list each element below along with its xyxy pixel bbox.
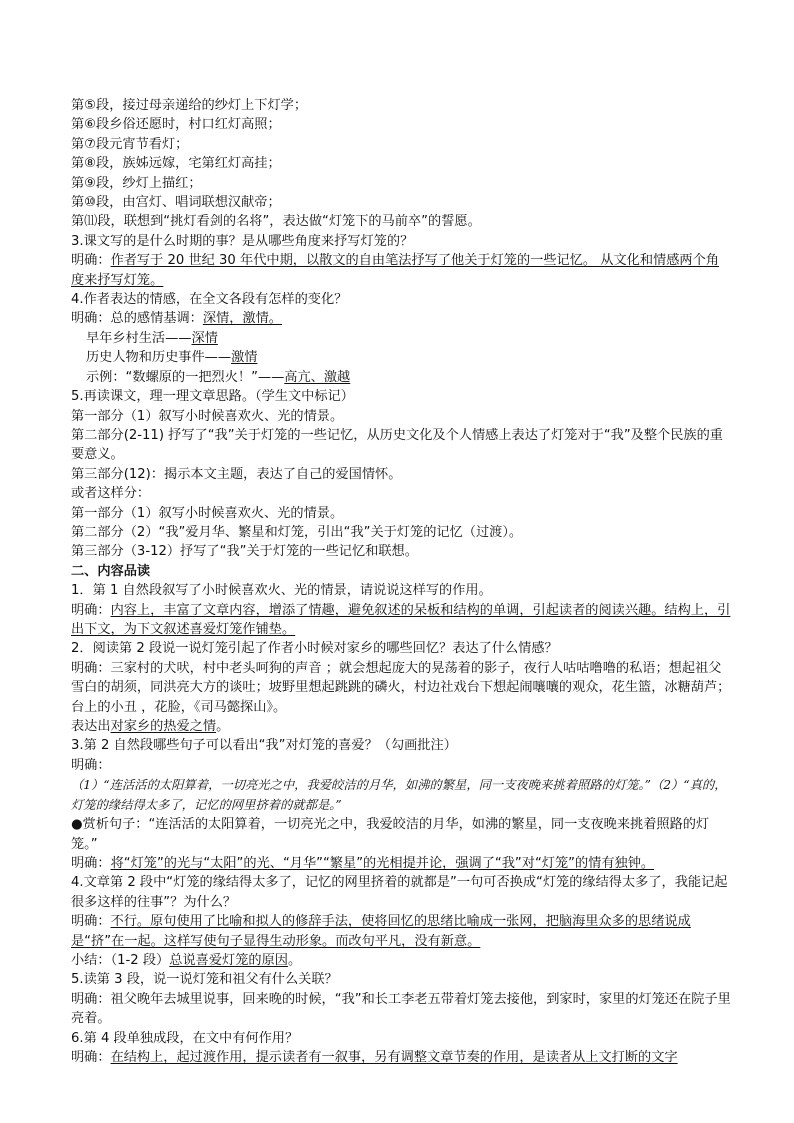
question-heading: 5.再读课文，理一理文章思路。（学生文中标记） (71, 389, 354, 405)
answer-paragraph: 明确：三家村的犬吠，村中老头呵狗的声音 ；就会想起庞大的晃荡着的影子，夜行人咕咕噜噜的私语；想起祖父雪白的胡须，同洪亮大方的谈吐；坡野里想起跳跳的磷火，村边社戏台下想起闹嚷嚷的观众，花生篮，冰糖葫芦；台上的小丑 ，花脸，《司马懿探山》。 (71, 660, 731, 715)
quoted-sentences: （1）“连活活的太阳算着，一切亮光之中，我爱皎洁的月华，如沸的繁星，同一支夜晚来挑着照路的灯笼。”（2）“真的，灯笼的缘结得太多了，记忆的网里挤着的就都是。” (71, 778, 727, 813)
structure-alt-label: 或者这样分： (71, 486, 151, 502)
emotion-tone: 深情，激情。 (202, 311, 282, 327)
appreciation-item: ●赏析句子：“连活活的太阳算着，一切亮光之中，我爱皎洁的月华，如沸的繁星，同一支夜晚来挑着照路的灯笼。” (71, 817, 710, 852)
text-line: 第⑾段，联想到“挑灯看剑的名将”，表达做“灯笼下的马前卒”的誓愿。 (71, 214, 481, 230)
answer-paragraph: 明确：将“灯笼”的光与“太阳”的光、“月华”“繁星”的光相提并论，强调了“我”对“灯笼”的情有独钟。 (71, 856, 655, 872)
text-line: 第⑦段元宵节看灯； (71, 136, 189, 152)
question-heading: 3.第 2 自然段哪些句子可以看出“我”对灯笼的喜爱？（勾画批注） (71, 738, 457, 754)
structure-part: 第三部分（3-12）抒写了“我”关于灯笼的一些记忆和联想。 (71, 544, 418, 560)
text-line: 第⑤段，接过母亲递给的纱灯上下灯学； (71, 98, 308, 113)
question-heading: 2．阅读第 2 段说一说灯笼引起了作者小时候对家乡的哪些回忆？表达了什么情感？ (71, 641, 558, 657)
question-heading: 5.读第 3 段，说一说灯笼和祖父有什么关联？ (71, 972, 338, 988)
section-heading: 二、内容品读 (71, 563, 151, 579)
question-heading: 3.课文写的是什么时期的事？是从哪些角度来抒写灯笼的？ (71, 233, 414, 249)
answer-prefix: 明确：总的感情基调： (71, 311, 203, 327)
answer-paragraph: 明确：不行。原句使用了比喻和拟人的修辞手法，使将回忆的思绪比喻成一张网，把脑海里众多的思绪说成是“挤”在一起。这样写使句子显得生动形象。而改句平凡，没有新意。 (71, 914, 691, 949)
text-line: 第⑩段，由宫灯、唱词联想汉献帝； (71, 195, 281, 211)
summary-line: 小结：（1-2 段）总说喜爱灯笼的原因。 (71, 953, 302, 969)
answer-line (71, 309, 731, 328)
emotion-item: 历史人物和历史事件——激情 (86, 350, 258, 366)
structure-part: 第一部分（1）叙写小时候喜欢火、光的情景。 (71, 408, 344, 424)
structure-part: 第三部分(12)：揭示本文主题，表达了自己的爱国情怀。 (71, 466, 402, 482)
answer-prefix: 明确： (71, 757, 111, 773)
answer-paragraph: 明确：内容上，丰富了文章内容，增添了情趣，避免叙述的呆板和结构的单调，引起读者的阅读兴趣。结构上，引出下文，为下文叙述喜爱灯笼作铺垫。 (71, 602, 731, 637)
document-page (71, 96, 731, 1068)
structure-part: 第二部分(2-11) 抒写了“我”关于灯笼的一些记忆，从历史文化及个人情感上表达了灯笼对于“我”及整个民族的重要意义。 (71, 427, 723, 463)
answer-paragraph: 明确：祖父晚年去城里说事，回来晚的时候，“我”和长工李老五带着灯笼去接他，到家时，家里的灯笼还在院子里亮着。 (71, 991, 731, 1027)
question-heading: 4.作者表达的情感，在全文各段有怎样的变化？ (71, 292, 348, 308)
structure-part: 第二部分（2）“我”爱月华、繁星和灯笼，引出“我”关于灯笼的记忆（过渡）。 (71, 524, 523, 540)
emotion-item: 示例：“数螺原的一把烈火！”——高亢、激越 (86, 369, 351, 385)
question-heading: 4.文章第 2 段中“灯笼的缘结得太多了，记忆的网里挤着的就都是”一句可否换成“灯笼的缘结得太多了，我能记起很多这样的往事”？为什么？ (71, 875, 728, 910)
emotion-item: 早年乡村生活——深情 (86, 330, 218, 346)
answer-paragraph: 明确：在结构上，起过渡作用，提示读者有一叙事，另有调整文章节奏的作用，是读者从上文打断的文字 (71, 1050, 678, 1066)
text-line: 第⑨段，纱灯上描红； (71, 175, 202, 191)
question-heading: 1．第 1 自然段叙写了小时候喜欢火、光的情景，请说说这样写的作用。 (71, 583, 492, 599)
answer-text: 作者写于 20 世纪 30 年代中期，以散文的自由笔法抒写了他关于灯笼的一些记忆。 从文化和情感两个角度来抒写灯笼。 (71, 253, 719, 288)
question-heading: 6.第 4 段单独成段，在文中有何作用？ (71, 1030, 299, 1046)
answer-paragraph (71, 251, 731, 290)
text-line: 第⑧段，族姊远嫁，宅第红灯高挂； (71, 156, 281, 172)
answer-emotion: 表达出对家乡的热爱之情。 (71, 719, 230, 734)
structure-part: 第一部分（1）叙写小时候喜欢火、光的情景。 (71, 505, 344, 521)
text-line: 第⑥段乡俗还愿时，村口红灯高照； (71, 117, 281, 133)
answer-prefix: 明确： (71, 253, 111, 269)
